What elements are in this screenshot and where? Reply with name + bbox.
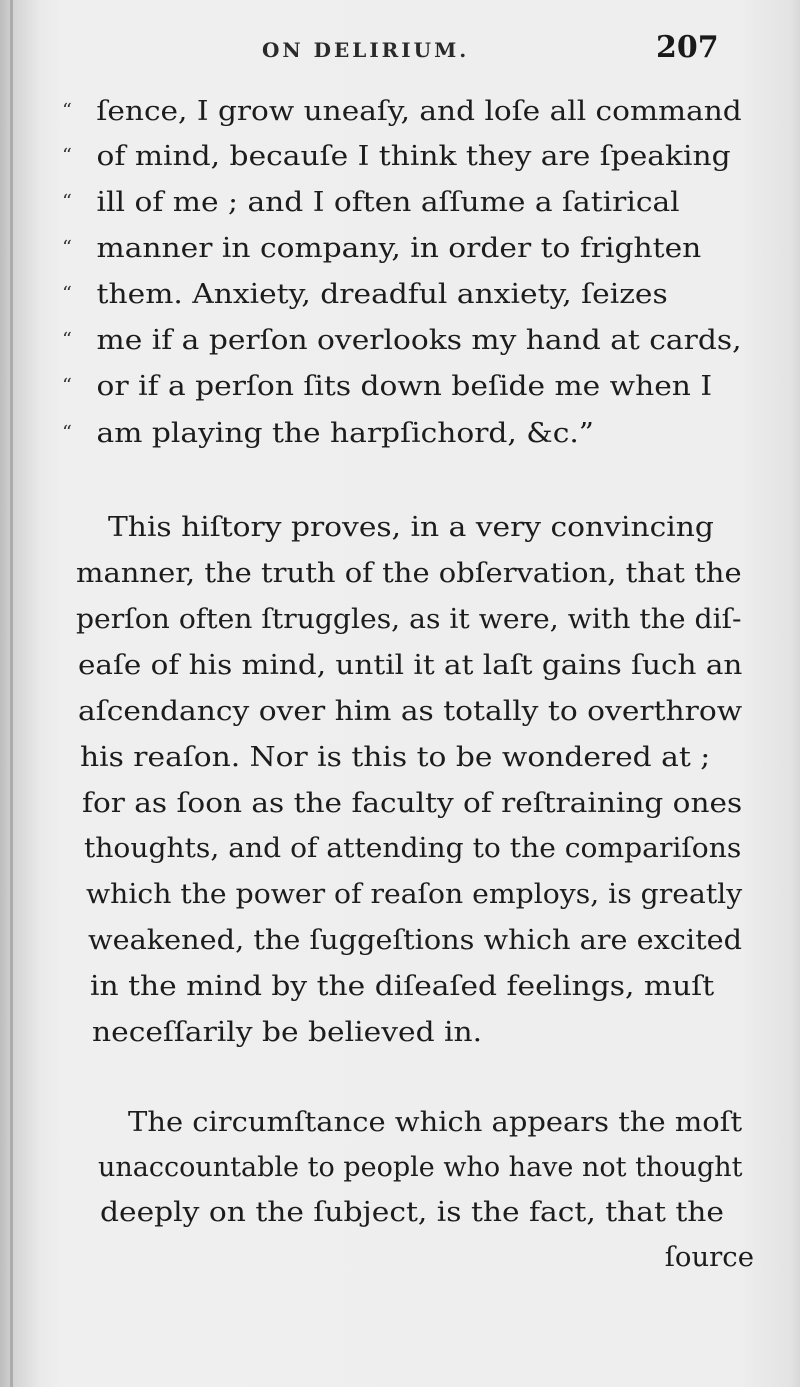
paragraph-line: his reaſon. Nor is this to be wondered at ; [80, 741, 711, 773]
catchword: ſource [664, 1241, 754, 1273]
quote-mark: “ [62, 422, 72, 443]
paragraph-line: unaccountable to people who have not thought [98, 1151, 743, 1183]
paragraph-line: in the mind by the diſeaſed feelings, muſt [90, 970, 715, 1002]
quote-mark: “ [62, 237, 72, 258]
quote-line: “ them. Anxiety, dreadful anxiety, ſeizes [62, 278, 668, 310]
quote-line: “ manner in company, in order to frighten [62, 232, 702, 264]
paragraph-line: thoughts, and of attending to the compariſons [84, 832, 742, 864]
quote-line: “ ſence, I grow uneaſy, and loſe all command [62, 95, 742, 127]
quote-mark: “ [62, 375, 72, 396]
paragraph-line: for as ſoon as the faculty of reſtraining ones [82, 787, 743, 819]
quote-mark: “ [62, 145, 72, 166]
quote-mark: “ [62, 191, 72, 212]
quote-mark: “ [62, 283, 72, 304]
paragraph-line: weakened, the ſuggeſtions which are excited [88, 924, 743, 956]
paragraph-line: neceſſarily be believed in. [92, 1016, 483, 1048]
quote-line: “ of mind, becauſe I think they are ſpeaking [62, 140, 731, 172]
paragraph-line: eaſe of his mind, until it at laſt gains ſuch an [78, 649, 743, 681]
paragraph-line: deeply on the ſubject, is the fact, that the [100, 1196, 725, 1228]
quote-line: “ or if a perſon ſits down beſide me when I [62, 370, 713, 402]
paragraph-line: manner, the truth of the obſervation, that the [76, 557, 742, 589]
paragraph-line: The circumſtance which appears the moſt [128, 1106, 743, 1138]
quote-line: “ me if a perſon overlooks my hand at cards, [62, 324, 742, 356]
quote-mark: “ [62, 329, 72, 350]
paragraph-line: which the power of reaſon employs, is greatly [86, 878, 743, 910]
page-number: 207 [656, 30, 719, 65]
quote-line: “ am playing the harpſichord, &c.” [62, 417, 595, 449]
paragraph-line: aſcendancy over him as totally to overthrow [78, 695, 743, 727]
paragraph-line: perſon often ſtruggles, as it were, with the diſ- [76, 603, 742, 635]
quote-mark: “ [62, 100, 72, 121]
running-head: ON DELIRIUM. [262, 38, 470, 62]
paragraph-line: This hiſtory proves, in a very convincing [108, 511, 714, 543]
quote-line: “ ill of me ; and I often aſſume a ſatirical [62, 186, 680, 218]
